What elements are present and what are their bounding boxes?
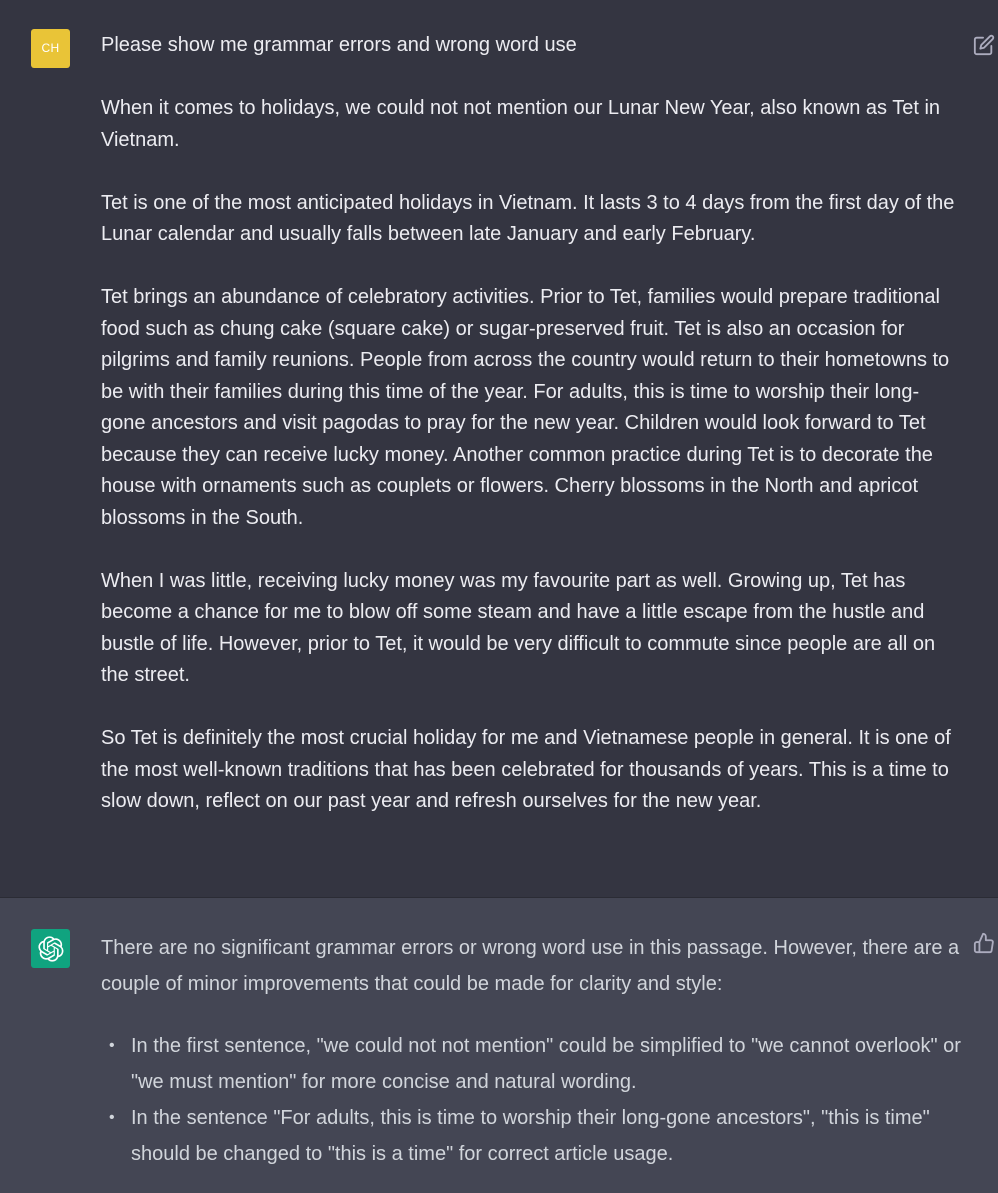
user-prompt: Please show me grammar errors and wrong word use [101,34,577,56]
assistant-message-text [101,930,963,1172]
user-avatar: CH [31,29,70,68]
thumbs-up-icon[interactable] [973,932,995,954]
assistant-bullet-list [101,1028,963,1172]
list-item [101,1100,963,1172]
user-paragraph: Tet is one of the most anticipated holidays in Vietnam. It lasts 3 to 4 days from the first day of the Lunar calendar and usually falls between late January and early February. [101,191,955,245]
user-paragraph: Tet brings an abundance of celebratory activities. Prior to Tet, families would prepare traditional food such as chung cake (square cake) or sugar-preserved fruit. Tet is also an occasion for pilgrims and family reunions. People from across the country would return to their hometowns to be with their families during this time of the year. For adults, this is time to worship their long-gone ancestors and visit pagodas to pray for the new year. Children would look forward to Tet because they can receive lucky money. Another common practice during Tet is to decorate the house with ornaments such as couplets or flowers. Cherry blossoms in the North and apricot blossoms in the South. [101,286,950,529]
list-item-text: In the sentence "For adults, this is time to worship their long-gone ancestors", "this is time" should be changed to "this is a time" for correct article usage. [131,1107,930,1165]
user-paragraph: So Tet is definitely the most crucial holiday for me and Vietnamese people in general. It is one of the most well-known traditions that has been celebrated for thousands of years. This is a time to slow down, reflect on our past year and refresh ourselves for the new year. [101,727,951,812]
openai-logo-icon [31,929,70,968]
bullet-icon: • [109,1037,115,1054]
assistant-intro: There are no significant grammar errors or wrong word use in this passage. However, there are a couple of minor improvements that could be made for clarity and style: [101,937,960,995]
edit-pencil-icon[interactable] [973,34,995,56]
list-item [101,1028,963,1100]
bullet-icon: • [109,1109,115,1126]
user-message-text [101,30,963,849]
user-paragraph: When I was little, receiving lucky money was my favourite part as well. Growing up, Tet has become a chance for me to blow off some steam and have a little escape from the hustle and bustle of life. However, prior to Tet, it would be very difficult to commute since people are all on the street. [101,569,936,686]
user-paragraph: When it comes to holidays, we could not not mention our Lunar New Year, also known as Tet in Vietnam. [101,97,941,151]
list-item-text: In the first sentence, "we could not not mention" could be simplified to "we cannot overlook" or "we must mention" for more concise and natural wording. [131,1035,961,1093]
